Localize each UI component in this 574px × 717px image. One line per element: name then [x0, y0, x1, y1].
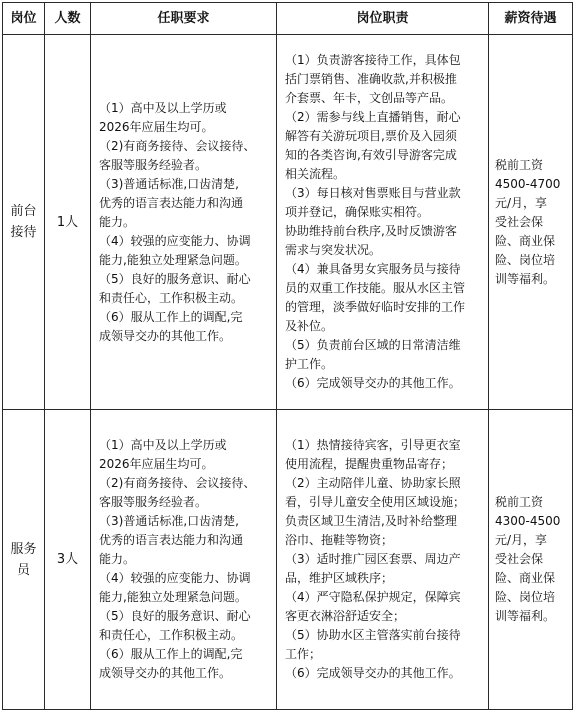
salary-line: 4300-4500	[495, 514, 561, 528]
requirement-line: （5）良好的服务意识、耐心	[99, 271, 251, 286]
requirement-line: 2026年应届生均可。	[99, 457, 214, 471]
requirement-line: 和责任心，工作积极主动。	[99, 290, 244, 305]
requirements-cell	[91, 410, 277, 710]
duty-line: （4）兼具备男女宾服务员与接待	[285, 262, 461, 276]
requirements-cell	[91, 35, 277, 410]
salary-line: 受社会保	[495, 214, 544, 229]
duty-line: （2）主动陪伴儿童、协助家长照	[285, 476, 461, 490]
requirement-line: （2)有商务接待、会议接待、	[99, 476, 256, 490]
requirement-line: （1）高中及以上学历或	[99, 100, 227, 115]
header-requirements: 任职要求	[91, 3, 277, 35]
duties-cell	[277, 35, 489, 410]
duties-cell	[277, 410, 489, 710]
requirement-line: 优秀的语言表达能力和沟通	[99, 195, 244, 210]
duty-line: 的管理，淡季做好临时安排的工作	[285, 300, 466, 314]
header-position: 岗位	[3, 3, 45, 35]
duty-line: 项并登记，确保账实相符。	[285, 205, 430, 219]
duty-line: （6）完成领导交办的其他工作。	[285, 376, 461, 390]
duty-line: 及补位。	[285, 319, 334, 333]
header-row	[3, 3, 573, 35]
salary-line: 元/月，享	[495, 195, 548, 210]
requirement-line: 客服等服务经验者。	[99, 157, 208, 172]
duty-line: （1）热情接待宾客，引导更衣室	[285, 438, 461, 452]
count-cell	[45, 410, 91, 710]
duty-line: （1）负责游客接待工作，具体包	[285, 53, 461, 67]
duty-line: （4）严守隐私保护规定，保障宾	[285, 590, 461, 604]
duty-line: （5）负责前台区域的日常清洁维	[285, 338, 461, 352]
salary-line: 税前工资	[495, 495, 544, 509]
duty-line: （6）完成领导交办的其他工作。	[285, 666, 461, 680]
table-row	[3, 35, 573, 410]
position-name: 服务	[10, 541, 37, 557]
duty-line: （3）每日核对售票账目与营业款	[285, 186, 461, 200]
requirement-line: 优秀的语言表达能力和沟通	[99, 533, 244, 547]
requirement-line: 能力。	[99, 214, 136, 229]
salary-line: 险、岗位培	[495, 590, 556, 604]
duty-line: 浴巾、拖鞋等物资；	[285, 533, 394, 547]
duty-line: 相关流程。	[285, 167, 346, 181]
requirement-line: （4）较强的应变能力、协调	[99, 571, 251, 585]
salary-line: 4500-4700	[495, 176, 561, 191]
duty-line: （3）适时推广园区套票、周边产	[285, 552, 461, 566]
requirement-line: （1）高中及以上学历或	[99, 438, 227, 452]
position-name: 前台	[10, 204, 37, 219]
duty-line: 协助维持前台秩序,及时反馈游客	[285, 224, 457, 238]
position-name: 员	[16, 562, 30, 578]
position-cell	[3, 410, 45, 710]
duty-line: （2）需参与线上直播销售，耐心	[285, 110, 461, 124]
salary-cell	[489, 410, 573, 710]
table-row	[3, 410, 573, 710]
duty-line: 知的各类咨询,有效引导游客完成	[285, 148, 457, 162]
requirement-line: 能力。	[99, 552, 136, 566]
requirement-line: （4）较强的应变能力、协调	[99, 233, 251, 248]
duty-line: 括门票销售、准确收款,并积极推	[285, 72, 457, 86]
duty-line: 解答有关游玩项目,票价及入园须	[285, 129, 457, 143]
requirement-line: 成领导交办的其他工作。	[99, 666, 232, 680]
salary-line: 受社会保	[495, 552, 544, 566]
salary-line: 险、岗位培	[495, 252, 556, 267]
headcount: 3人	[56, 552, 79, 567]
requirement-line: （6）服从工作上的调配,完	[99, 647, 243, 661]
duty-line: 客更衣淋浴舒适安全；	[285, 609, 406, 623]
duty-line: 员的双重工作技能。服从水区主管	[285, 281, 466, 295]
salary-line: 险、商业保	[495, 571, 556, 585]
requirement-line: 客服等服务经验者。	[99, 495, 208, 509]
requirement-line: （2)有商务接待、会议接待、	[99, 138, 256, 153]
duty-line: 使用流程，提醒贵重物品寄存；	[285, 457, 454, 471]
requirement-line: （3)普通话标准,口齿清楚,	[99, 514, 239, 528]
duty-line: 工作；	[285, 647, 322, 661]
requirement-line: （3)普通话标准,口齿清楚,	[99, 176, 239, 191]
count-cell	[45, 35, 91, 410]
duty-line: 介套票、年卡，文创品等产品。	[285, 91, 454, 105]
salary-line: 元/月，享	[495, 533, 548, 547]
requirement-line: 和责任心，工作积极主动。	[99, 628, 244, 642]
header-salary: 薪资待遇	[489, 3, 573, 35]
position-name: 接待	[10, 225, 37, 240]
duty-line: 看，引导儿童安全使用区域设施；	[285, 495, 466, 509]
requirement-line: 2026年应届生均可。	[99, 119, 214, 134]
position-cell	[3, 35, 45, 410]
duty-line: 需求与突发状况。	[285, 243, 382, 257]
requirement-line: 能力,能独立处理紧急问题。	[99, 590, 247, 604]
requirement-line: 成领导交办的其他工作。	[99, 328, 232, 343]
header-duties: 岗位职责	[277, 3, 489, 35]
requirement-line: （6）服从工作上的调配,完	[99, 309, 243, 324]
duty-line: 护工作。	[285, 357, 334, 371]
requirement-line: 能力,能独立处理紧急问题。	[99, 252, 247, 267]
job-table	[2, 2, 573, 710]
header-count: 人数	[45, 3, 91, 35]
salary-line: 税前工资	[495, 157, 544, 172]
duty-line: （5）协助水区主管落实前台接待	[285, 628, 461, 642]
salary-line: 训等福利。	[495, 271, 556, 286]
duty-line: 品，维护区域秩序；	[285, 571, 394, 585]
salary-line: 险、商业保	[495, 233, 556, 248]
duty-line: 负责区域卫生清洁,及时补给整理	[285, 514, 457, 528]
headcount: 1人	[56, 214, 79, 230]
salary-line: 训等福利。	[495, 609, 556, 623]
salary-cell	[489, 35, 573, 410]
requirement-line: （5）良好的服务意识、耐心	[99, 609, 251, 623]
